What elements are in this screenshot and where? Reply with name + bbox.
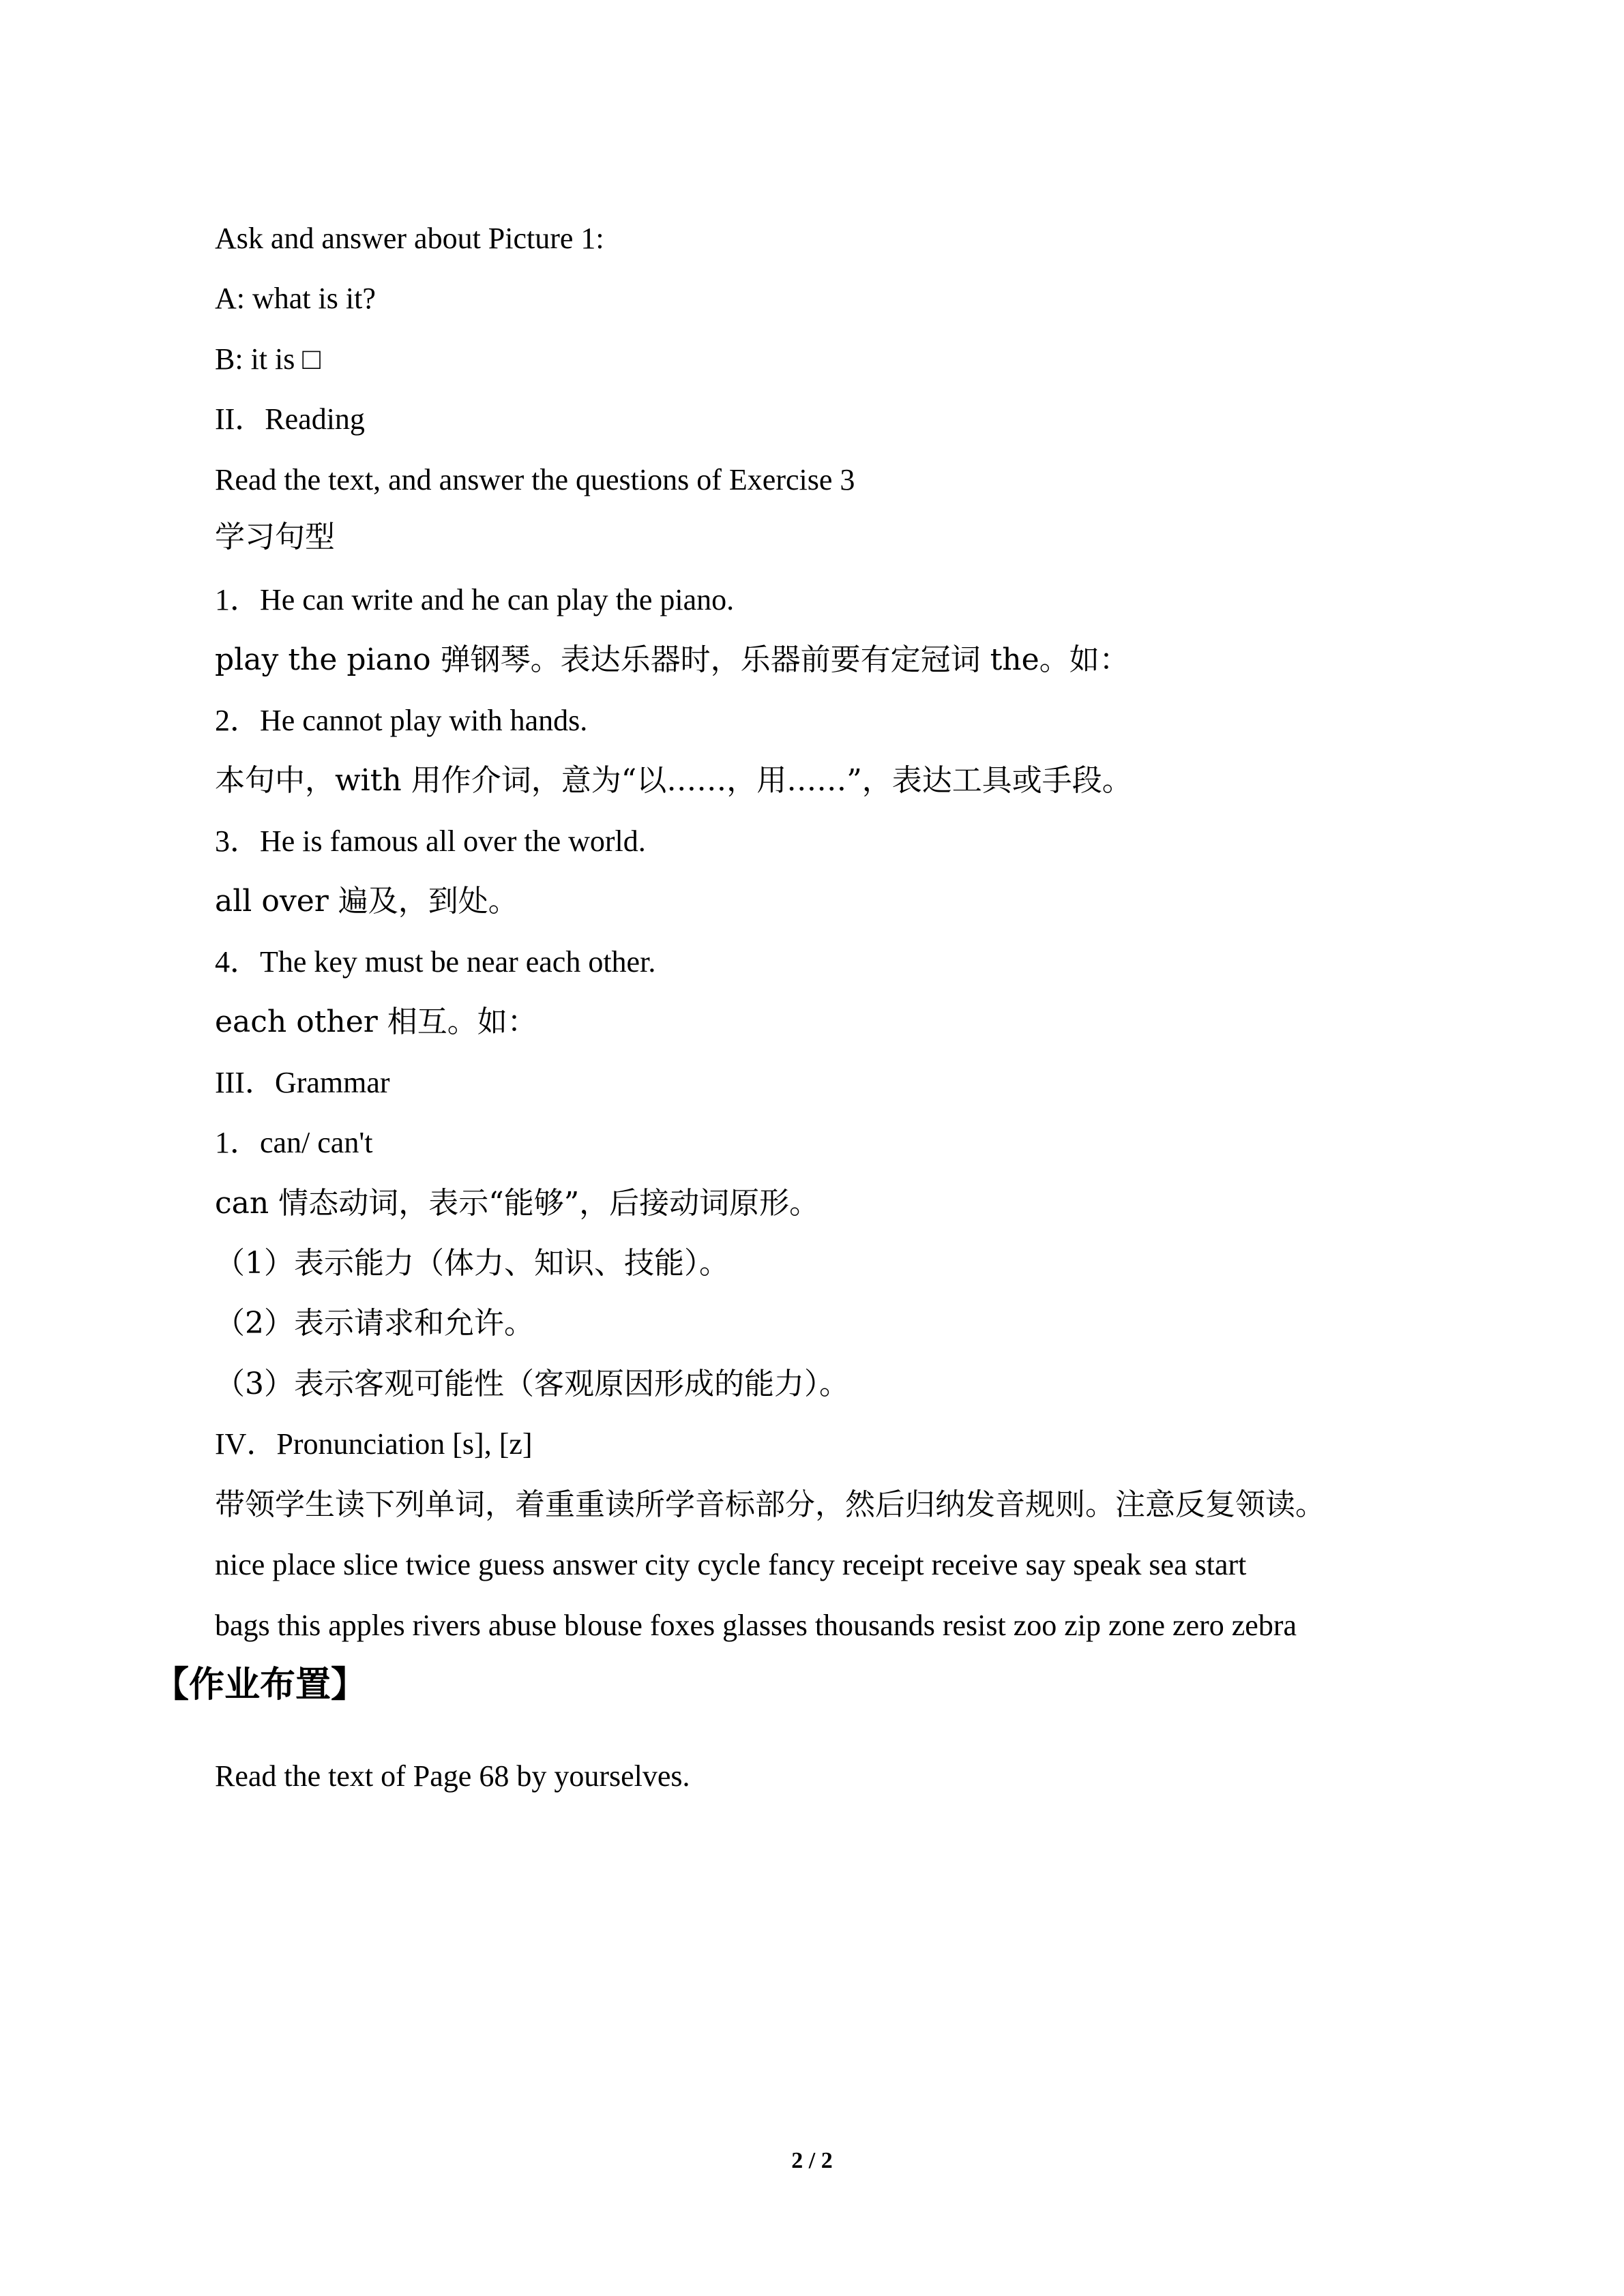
grammar-point-heading: 1．can/ can't — [215, 1126, 373, 1159]
grammar-usage-1: （1）表示能力（体力、知识、技能）。 — [215, 1246, 729, 1281]
pattern-2-note: 本句中，with 用作介词，意为“以……，用……”，表达工具或手段。 — [215, 763, 1132, 798]
grammar-usage-3: （3）表示客观可能性（客观原因形成的能力）。 — [215, 1367, 849, 1401]
section-reading-heading: II．Reading — [215, 402, 365, 436]
dialogue-question-line: A: what is it? — [215, 282, 376, 315]
pattern-1-note: play the piano 弹钢琴。表达乐器时，乐器前要有定冠词 the。如： — [215, 642, 1130, 677]
dialogue-answer-line: B: it is □ — [215, 342, 321, 376]
section-pronunciation-heading: IV．Pronunciation [s], [z] — [215, 1427, 533, 1461]
pattern-1-sentence: 1．He can write and he can play the piano. — [215, 583, 735, 616]
pattern-4-note: each other 相互。如： — [215, 1004, 537, 1039]
homework-heading: 【作业布置】 — [153, 1665, 367, 1705]
pronunciation-instruction: 带领学生读下列单词，着重重读所学音标部分，然后归纳发音规则。注意反复领读。 — [215, 1487, 1325, 1522]
grammar-usage-2: （2）表示请求和允许。 — [215, 1306, 534, 1341]
pattern-4-sentence: 4．The key must be near each other. — [215, 945, 656, 979]
homework-text: Read the text of Page 68 by yourselves. — [215, 1759, 690, 1793]
word-list-z: bags this apples rivers abuse blouse foxes glasses thousands resist zoo zip zone zero zebra — [215, 1609, 1297, 1642]
word-list-s: nice place slice twice guess answer city cycle fancy receipt receive say speak sea start — [215, 1548, 1247, 1581]
grammar-definition: can 情态动词，表示“能够”，后接动词原形。 — [215, 1186, 820, 1221]
exercise-intro-line: Ask and answer about Picture 1: — [215, 222, 604, 255]
pattern-2-sentence: 2．He cannot play with hands. — [215, 704, 588, 737]
pattern-3-note: all over 遍及，到处。 — [215, 884, 518, 919]
sentence-patterns-heading: 学习句型 — [215, 520, 335, 554]
section-grammar-heading: III．Grammar — [215, 1066, 390, 1099]
pattern-3-sentence: 3．He is famous all over the world. — [215, 824, 646, 858]
page-number: 2 / 2 — [791, 2148, 833, 2173]
reading-instruction-line: Read the text, and answer the questions of Exercise 3 — [215, 463, 855, 496]
